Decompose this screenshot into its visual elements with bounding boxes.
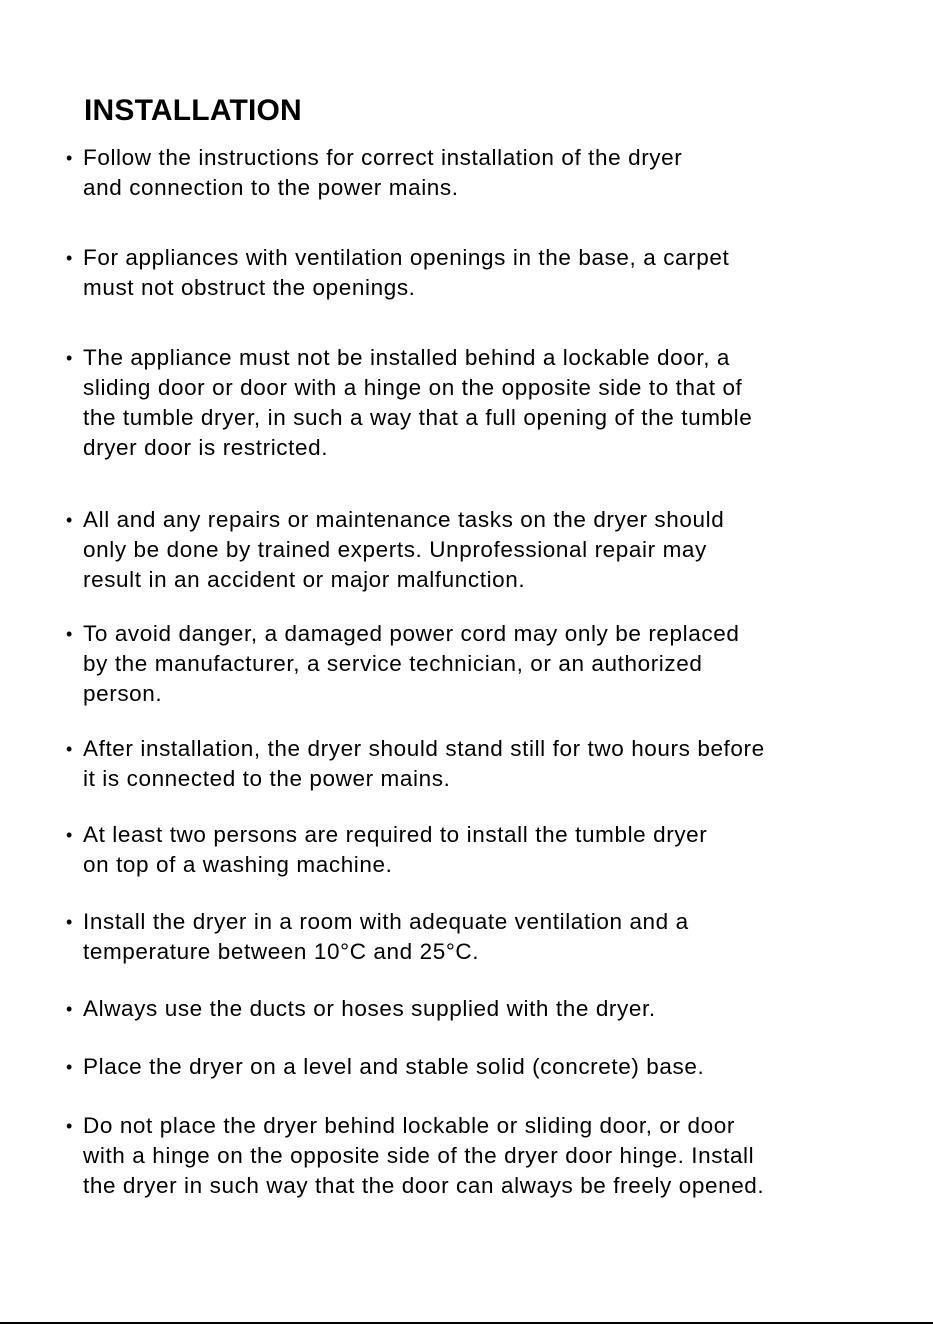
instruction-text: Place the dryer on a level and stable solid (concrete) base.: [83, 1054, 705, 1079]
instruction-text: the tumble dryer, in such a way that a full opening of the tumble: [83, 405, 753, 430]
bullet-icon: •: [66, 825, 73, 845]
instruction-text: and connection to the power mains.: [83, 175, 459, 200]
instruction-text: After installation, the dryer should stand still for two hours before: [83, 736, 765, 761]
bullet-icon: •: [66, 148, 73, 168]
instruction-text: temperature between 10°C and 25°C.: [83, 939, 480, 964]
instruction-text: the dryer in such way that the door can always be freely opened.: [83, 1173, 765, 1198]
instruction-text: person.: [83, 681, 163, 706]
instruction-text: Always use the ducts or hoses supplied with the dryer.: [83, 996, 656, 1021]
instruction-item-ventilation-room: [66, 907, 926, 967]
instruction-text: by the manufacturer, a service technician, or an authorized: [83, 651, 703, 676]
instruction-item-ventilation-openings: [66, 243, 926, 303]
instruction-text: The appliance must not be installed behind a lockable door, a: [83, 345, 731, 370]
instruction-text: Follow the instructions for correct installation of the dryer: [83, 145, 683, 170]
instruction-item-two-persons: [66, 820, 926, 880]
instruction-text: with a hinge on the opposite side of the dryer door hinge. Install: [83, 1143, 755, 1168]
instruction-item-power-cord: [66, 619, 926, 709]
instruction-text: For appliances with ventilation openings in the base, a carpet: [83, 245, 730, 270]
instruction-text: Install the dryer in a room with adequate ventilation and a: [83, 909, 689, 934]
bullet-icon: •: [66, 510, 73, 530]
instruction-item-stand-still: [66, 734, 926, 794]
instruction-item-door-hinge: [66, 1111, 926, 1201]
instruction-text: it is connected to the power mains.: [83, 766, 451, 791]
page-title: INSTALLATION: [84, 94, 302, 127]
bullet-icon: •: [66, 624, 73, 644]
bullet-icon: •: [66, 348, 73, 368]
instruction-item-ducts-hoses: [66, 994, 926, 1024]
instruction-text: dryer door is restricted.: [83, 435, 329, 460]
bullet-icon: •: [66, 999, 73, 1019]
instruction-item-lockable-door: [66, 343, 926, 463]
instruction-text: Do not place the dryer behind lockable or sliding door, or door: [83, 1113, 735, 1138]
instruction-text: At least two persons are required to install the tumble dryer: [83, 822, 708, 847]
instruction-item-level-base: [66, 1052, 926, 1082]
bullet-icon: •: [66, 739, 73, 759]
instruction-item-repairs: [66, 505, 926, 595]
instruction-text: sliding door or door with a hinge on the opposite side to that of: [83, 375, 743, 400]
instruction-text: All and any repairs or maintenance tasks on the dryer should: [83, 507, 725, 532]
bullet-icon: •: [66, 1116, 73, 1136]
bullet-icon: •: [66, 1057, 73, 1077]
instruction-item-follow-instructions: [66, 143, 926, 203]
instruction-text: To avoid danger, a damaged power cord may only be replaced: [83, 621, 740, 646]
bullet-icon: •: [66, 248, 73, 268]
instruction-text: on top of a washing machine.: [83, 852, 393, 877]
instruction-text: result in an accident or major malfunction.: [83, 567, 526, 592]
instruction-text: must not obstruct the openings.: [83, 275, 416, 300]
instruction-text: only be done by trained experts. Unprofessional repair may: [83, 537, 707, 562]
bullet-icon: •: [66, 912, 73, 932]
